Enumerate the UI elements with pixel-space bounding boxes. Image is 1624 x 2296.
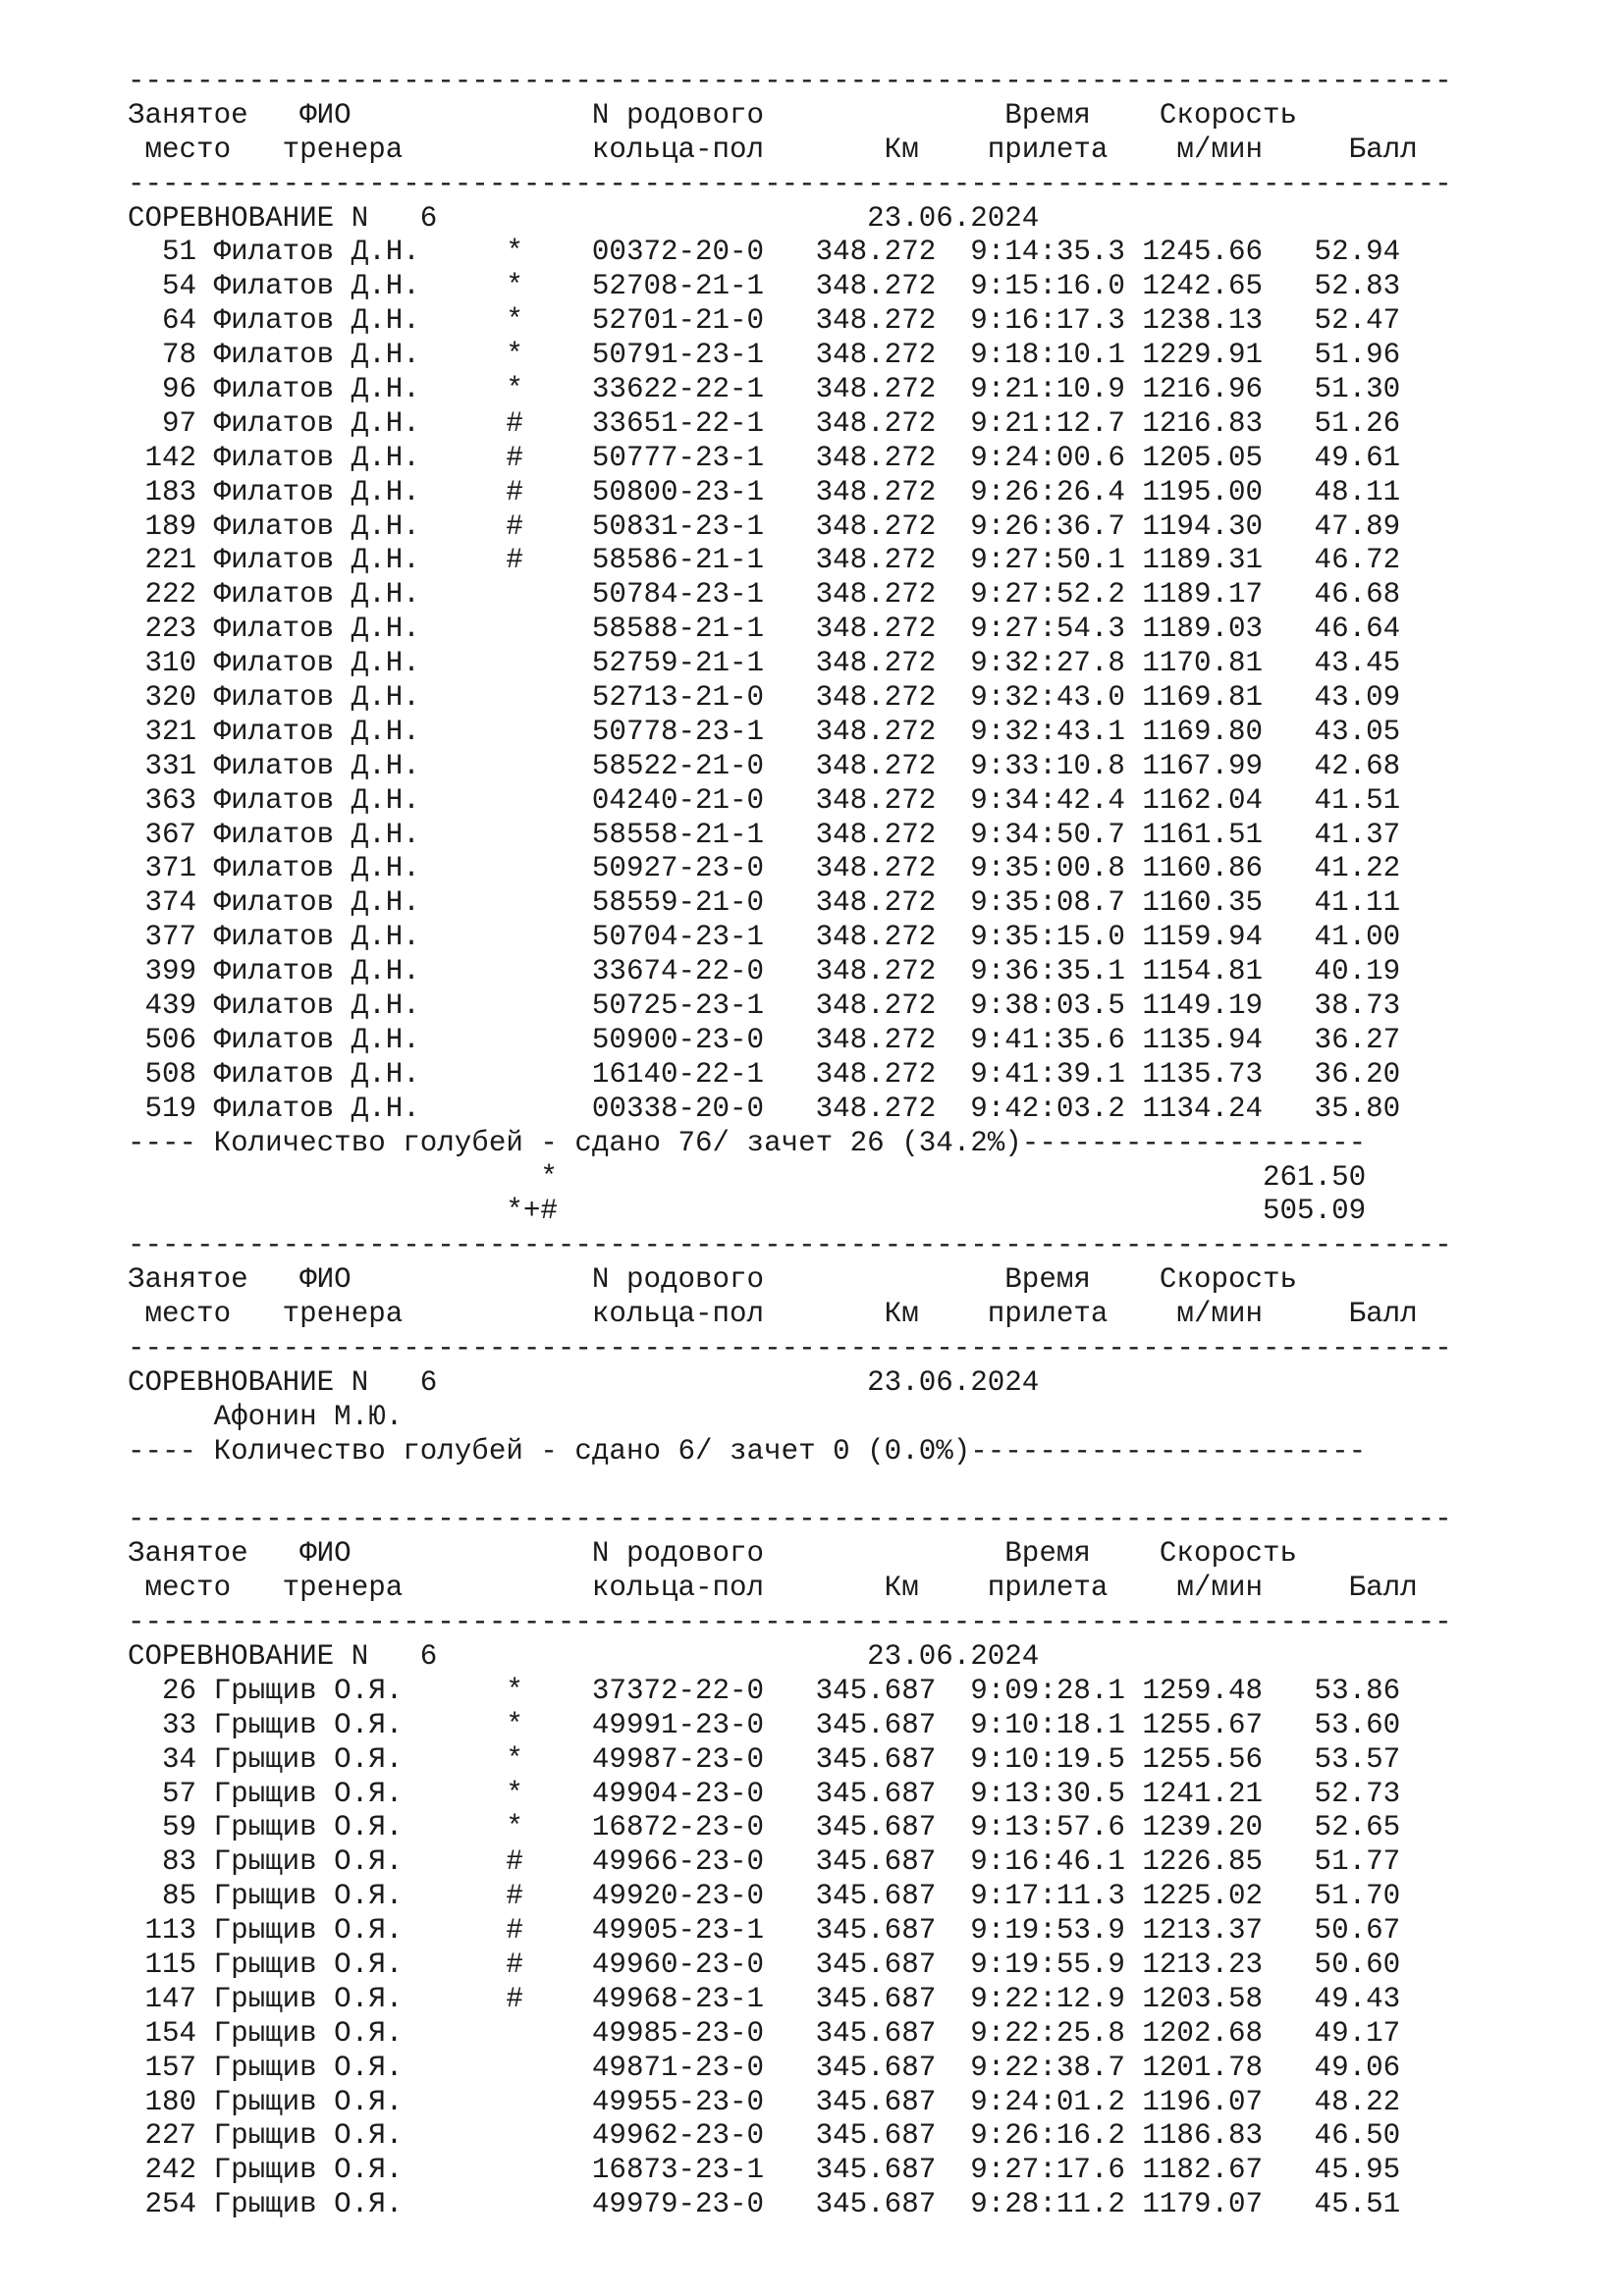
text-line: *+# 505.09 (128, 1195, 1367, 1228)
text-line: 154 Грыщив О.Я. 49985-23-0 345.687 9:22:25.8 1202.68 49.17 (128, 2016, 1401, 2050)
text-line: 320 Филатов Д.Н. 52713-21-0 348.272 9:32:43.0 1169.81 43.09 (128, 681, 1401, 715)
text-line: Афонин М.Ю. (128, 1400, 404, 1433)
text-line: СОРЕВНОВАНИЕ N 6 23.06.2024 (128, 1639, 1040, 1673)
text-line: 331 Филатов Д.Н. 58522-21-0 348.272 9:33:10.8 1167.99 42.68 (128, 749, 1401, 782)
text-line: ---- Количество голубей - сдано 6/ зачет 0 (0.0%)----------------------- (128, 1434, 1367, 1468)
text-line: СОРЕВНОВАНИЕ N 6 23.06.2024 (128, 201, 1040, 235)
text-line: 59 Грыщив О.Я. * 16872-23-0 345.687 9:13:57.6 1239.20 52.65 (128, 1811, 1401, 1844)
text-line: место тренера кольца-пол Км прилета м/мин Балл (128, 1572, 1418, 1605)
text-line: 54 Филатов Д.Н. * 52708-21-1 348.272 9:15:16.0 1242.65 52.83 (128, 270, 1401, 303)
text-line: 374 Филатов Д.Н. 58559-21-0 348.272 9:35:08.7 1160.35 41.11 (128, 886, 1401, 920)
text-line: 97 Филатов Д.Н. # 33651-22-1 348.272 9:21:12.7 1216.83 51.26 (128, 406, 1401, 440)
text-line: 508 Филатов Д.Н. 16140-22-1 348.272 9:41:39.1 1135.73 36.20 (128, 1057, 1401, 1091)
text-line: 157 Грыщив О.Я. 49871-23-0 345.687 9:22:38.7 1201.78 49.06 (128, 2051, 1401, 2084)
text-line: 64 Филатов Д.Н. * 52701-21-0 348.272 9:16:17.3 1238.13 52.47 (128, 304, 1401, 338)
text-line: * 261.50 (128, 1160, 1367, 1194)
text-line: 96 Филатов Д.Н. * 33622-22-1 348.272 9:21:10.9 1216.96 51.30 (128, 373, 1401, 406)
text-line: 221 Филатов Д.Н. # 58586-21-1 348.272 9:27:50.1 1189.31 46.72 (128, 544, 1401, 577)
text-line: 367 Филатов Д.Н. 58558-21-1 348.272 9:34:50.7 1161.51 41.37 (128, 818, 1401, 851)
text-line: ---- Количество голубей - сдано 76/ зачет 26 (34.2%)-------------------- (128, 1126, 1367, 1159)
text-line: 33 Грыщив О.Я. * 49991-23-0 345.687 9:10:18.1 1255.67 53.60 (128, 1708, 1401, 1741)
text-line: 321 Филатов Д.Н. 50778-23-1 348.272 9:32:43.1 1169.80 43.05 (128, 715, 1401, 748)
text-line: 26 Грыщив О.Я. * 37372-22-0 345.687 9:09:28.1 1259.48 53.86 (128, 1674, 1401, 1707)
text-line: ----------------------------------------------------------------------------- (128, 1606, 1452, 1639)
text-line: 83 Грыщив О.Я. # 49966-23-0 345.687 9:16:46.1 1226.85 51.77 (128, 1845, 1401, 1879)
text-line: 113 Грыщив О.Я. # 49905-23-1 345.687 9:19:53.9 1213.37 50.67 (128, 1914, 1401, 1948)
text-line: место тренера кольца-пол Км прилета м/мин Балл (128, 133, 1418, 166)
text-line: 147 Грыщив О.Я. # 49968-23-1 345.687 9:22:12.9 1203.58 49.43 (128, 1982, 1401, 2015)
text-line: место тренера кольца-пол Км прилета м/мин Балл (128, 1298, 1418, 1331)
text-line: ----------------------------------------------------------------------------- (128, 1229, 1452, 1262)
text-line: Занятое ФИО N родового Время Скорость (128, 1263, 1298, 1297)
text-line: 506 Филатов Д.Н. 50900-23-0 348.272 9:41:35.6 1135.94 36.27 (128, 1023, 1401, 1056)
text-line: 310 Филатов Д.Н. 52759-21-1 348.272 9:32:27.8 1170.81 43.45 (128, 647, 1401, 680)
text-line: 57 Грыщив О.Я. * 49904-23-0 345.687 9:13:30.5 1241.21 52.73 (128, 1777, 1401, 1810)
text-line: 227 Грыщив О.Я. 49962-23-0 345.687 9:26:16.2 1186.83 46.50 (128, 2119, 1401, 2153)
text-line: Занятое ФИО N родового Время Скорость (128, 98, 1298, 132)
results-printout (128, 65, 1452, 2222)
text-line: ----------------------------------------------------------------------------- (128, 65, 1452, 97)
text-line: 377 Филатов Д.Н. 50704-23-1 348.272 9:35:15.0 1159.94 41.00 (128, 921, 1401, 954)
text-line: 115 Грыщив О.Я. # 49960-23-0 345.687 9:19:55.9 1213.23 50.60 (128, 1948, 1401, 1981)
text-line: ----------------------------------------------------------------------------- (128, 167, 1452, 200)
text-line: ----------------------------------------------------------------------------- (128, 1331, 1452, 1364)
text-line: 180 Грыщив О.Я. 49955-23-0 345.687 9:24:01.2 1196.07 48.22 (128, 2085, 1401, 2118)
text-line: 85 Грыщив О.Я. # 49920-23-0 345.687 9:17:11.3 1225.02 51.70 (128, 1880, 1401, 1913)
text-line: 51 Филатов Д.Н. * 00372-20-0 348.272 9:14:35.3 1245.66 52.94 (128, 236, 1401, 269)
text-line: 519 Филатов Д.Н. 00338-20-0 348.272 9:42:03.2 1134.24 35.80 (128, 1092, 1401, 1125)
text-line: 142 Филатов Д.Н. # 50777-23-1 348.272 9:24:00.6 1205.05 49.61 (128, 441, 1401, 474)
text-line: 223 Филатов Д.Н. 58588-21-1 348.272 9:27:54.3 1189.03 46.64 (128, 613, 1401, 646)
text-line: ----------------------------------------------------------------------------- (128, 1503, 1452, 1536)
text-line: 183 Филатов Д.Н. # 50800-23-1 348.272 9:26:26.4 1195.00 48.11 (128, 475, 1401, 508)
text-line: СОРЕВНОВАНИЕ N 6 23.06.2024 (128, 1365, 1040, 1399)
text-line: 371 Филатов Д.Н. 50927-23-0 348.272 9:35:00.8 1160.86 41.22 (128, 852, 1401, 885)
text-line: 34 Грыщив О.Я. * 49987-23-0 345.687 9:10:19.5 1255.56 53.57 (128, 1742, 1401, 1776)
text-line: 254 Грыщив О.Я. 49979-23-0 345.687 9:28:11.2 1179.07 45.51 (128, 2188, 1401, 2221)
text-line: 189 Филатов Д.Н. # 50831-23-1 348.272 9:26:36.7 1194.30 47.89 (128, 509, 1401, 543)
text-line: 78 Филатов Д.Н. * 50791-23-1 348.272 9:18:10.1 1229.91 51.96 (128, 339, 1401, 372)
text-line: 222 Филатов Д.Н. 50784-23-1 348.272 9:27:52.2 1189.17 46.68 (128, 578, 1401, 612)
text-line: Занятое ФИО N родового Время Скорость (128, 1537, 1298, 1571)
text-line (128, 1469, 1452, 1504)
text-line: 399 Филатов Д.Н. 33674-22-0 348.272 9:36:35.1 1154.81 40.19 (128, 955, 1401, 988)
text-line: 242 Грыщив О.Я. 16873-23-1 345.687 9:27:17.6 1182.67 45.95 (128, 2154, 1401, 2187)
text-line: 363 Филатов Д.Н. 04240-21-0 348.272 9:34:42.4 1162.04 41.51 (128, 783, 1401, 817)
text-line: 439 Филатов Д.Н. 50725-23-1 348.272 9:38:03.5 1149.19 38.73 (128, 989, 1401, 1023)
